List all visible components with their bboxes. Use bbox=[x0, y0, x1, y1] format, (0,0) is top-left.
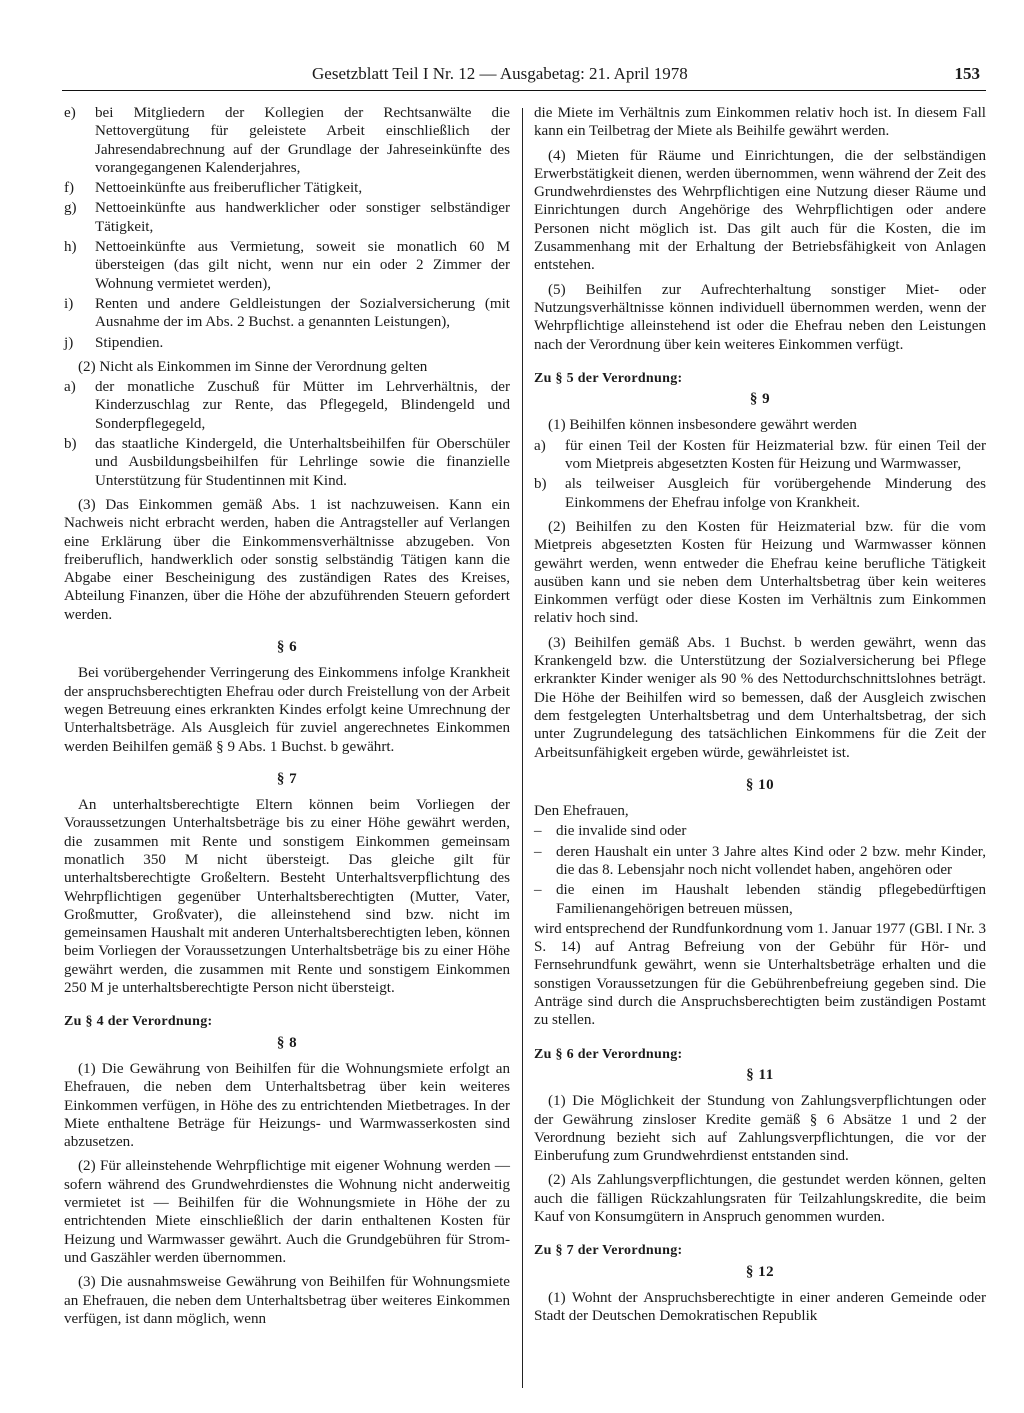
list-item: f) Nettoeinkünfte aus freiberuflicher Tätigkeit, bbox=[64, 180, 363, 197]
list-item: a) für einen Teil der Kosten für Heizmaterial bzw. für einen Teil der vom Mietpreis abgesetzten Kosten für Heizung und Warmwasser, bbox=[534, 437, 986, 473]
section-9-intro: (1) Beihilfen können insbesondere gewährt werden bbox=[548, 417, 857, 434]
section-6-text: Bei vorübergehender Verringerung des Einkommens infolge Krankheit der anspruchsberechtigten Ehefrau oder durch Freistellung von der Arbeit wegen Betreuung eines erkrankten Kindes erfolgt keine Umrechnung der Unterhaltsbeträge. Als Ausgleich für zuviel angerechnetes Einkommen werden Beihilfen gemäß § 9 Abs. 1 Buchst. b gewährt. bbox=[64, 665, 510, 755]
heading-zu-5: Zu § 5 der Verordnung: bbox=[534, 370, 683, 386]
section-11-paragraph-2: (2) Als Zahlungsverpflichtungen, die gestundet werden können, gelten auch die fälligen Rückzahlungsraten für Teilzahlungskredite, die beim Kauf von Konsumgütern in Anspruch genommen wurden. bbox=[534, 1172, 986, 1226]
paragraph-4: (4) Mieten für Räume und Einrichtungen, die der selbständigen Erwerbstätigkeit dienen, werden übernommen, wenn während der Zeit des Grundwehrdienstes des Wehrpflichtigen eine Nutzung dieser Räume und Einrichtungen durch Angehörige des Wehrpflichtigen oder andere Personen nicht möglich ist. Das gilt auch für die Kosten, die im Zusammenhang mit der Erhaltung der Betriebsfähigkeit von Anlagen entstehen. bbox=[534, 147, 986, 274]
header-rule bbox=[62, 90, 986, 91]
page-number: 153 bbox=[954, 64, 980, 83]
paragraph-2-intro: (2) Nicht als Einkommen im Sinne der Verordnung gelten bbox=[78, 358, 428, 375]
column-divider bbox=[522, 108, 523, 1388]
section-10-title: § 10 bbox=[745, 776, 775, 793]
section-9-title: § 9 bbox=[749, 391, 771, 408]
list-item: – die invalide sind oder bbox=[534, 823, 687, 840]
section-8-paragraph-1: (1) Die Gewährung von Beihilfen für die Wohnungsmiete erfolgt an Ehefrauen, die neben dem Unterhaltsbetrag über kein weiteres Einkommen verfügen, in Höhe des zu entrichtenden Mietbetrages. In der Miete enthaltene Beträge für Heizungs- und Warmwasserkosten sind abzusetzen. bbox=[64, 1060, 510, 1151]
list-item: – deren Haushalt ein unter 3 Jahre altes Kind oder 2 bzw. mehr Kinder, die das 8. Lebensjahr noch nicht vollendet haben, angehören oder bbox=[534, 843, 986, 878]
heading-zu-4: Zu § 4 der Verordnung: bbox=[64, 1014, 213, 1030]
list-item: j) Stipendien. bbox=[64, 334, 164, 351]
page-header bbox=[312, 64, 984, 88]
left-column bbox=[64, 104, 510, 1334]
section-12-paragraph-1: (1) Wohnt der Anspruchsberechtigte in einer anderen Gemeinde oder Stadt der Deutschen Demokratischen Republik bbox=[534, 1289, 986, 1325]
section-7-title: § 7 bbox=[276, 770, 298, 787]
section-10-intro: Den Ehefrauen, bbox=[534, 803, 629, 820]
section-11-title: § 11 bbox=[746, 1066, 774, 1083]
list-item: h) Nettoeinkünfte aus Vermietung, soweit sie monatlich 60 M übersteigen (das gilt nicht, wenn nur ein oder 2 Zimmer der Wohnung vermietet werden), bbox=[64, 239, 510, 292]
section-11-paragraph-1: (1) Die Möglichkeit der Stundung von Zahlungsverpflichtungen oder der Gewährung zinsloser Kredite gemäß § 6 Absätze 1 und 2 der Verordnung bezieht sich auf Zahlungsverpflichtungen, die vor der Einberufung zum Grundwehrdienst entstanden sind. bbox=[534, 1093, 986, 1165]
list-item: g) Nettoeinkünfte aus handwerklicher oder sonstiger selbständiger Tätigkeit, bbox=[64, 200, 510, 235]
list-item: – die einen im Haushalt lebenden ständig pflegebedürftigen Familienangehörigen betreuen müssen, bbox=[534, 882, 986, 917]
section-8-paragraph-3: (3) Die ausnahmsweise Gewährung von Beihilfen für Wohnungsmiete an Ehefrauen, die neben dem Unterhaltsbetrag über weiteres Einkommen verfügen, ist dann möglich, wenn bbox=[64, 1274, 510, 1327]
list-item: b) als teilweiser Ausgleich für vorübergehende Minderung des Einkommens der Ehefrau infolge von Krankheit. bbox=[534, 476, 986, 511]
heading-zu-7: Zu § 7 der Verordnung: bbox=[534, 1243, 683, 1259]
paragraph-5: (5) Beihilfen zur Aufrechterhaltung sonstiger Miet- oder Nutzungsverhältnisse können individuell übernommen werden, wenn der Wehrpflichtige alleinstehend ist oder die Ehefrau neben den Leistungen nach der Verordnung über kein weiteres Einkommen verfügt. bbox=[534, 281, 986, 353]
list-item: e) bei Mitgliedern der Kollegien der Rechtsanwälte die Nettovergütung für geleistete Arbeit einschließlich der Jahresendabrechnung auf der Grundlage der Jahreseinkünfte des vorangegangenen Kalenderjahres, bbox=[64, 105, 510, 176]
section-12-title: § 12 bbox=[745, 1263, 775, 1280]
section-10-text: wird entsprechend der Rundfunkordnung vom 1. Januar 1977 (GBl. I Nr. 3 S. 14) auf Antrag Befreiung von der Gebühr für Hör- und Fernsehrundfunk gewährt, wenn sie Unterhaltsbeträge erhalten und die sonstigen Voraussetzungen für die Gebührenbefreiung gegeben sind. Die Anträge sind durch die Anspruchsberechtigten beim zuständigen Postamt zu stellen. bbox=[534, 920, 986, 1029]
paragraph-continuation: die Miete im Verhältnis zum Einkommen relativ hoch ist. In diesem Fall kann ein Teilbetrag der Miete als Beihilfe gewährt werden. bbox=[534, 105, 986, 140]
paragraph-3: (3) Das Einkommen gemäß Abs. 1 ist nachzuweisen. Kann ein Nachweis nicht erbracht werden, haben die Antragsteller auf Verlangen eine Erklärung über die Einkommensverhältnisse abzugeben. Von freiberuflich, handwerklich oder sonstig selbständig Tätigen kann die Abgabe einer Bescheinigung des zuständigen Rates des Kreises, Abteilung Finanzen, über die Höhe der abzuführenden Steuern gefordert werden. bbox=[64, 496, 510, 623]
list-item: a) der monatliche Zuschuß für Mütter im Lehrverhältnis, der Kinderzuschlag zur Rente, das Pflegegeld, Blindengeld und Sonderpflegegeld, bbox=[64, 379, 510, 432]
section-6-title: § 6 bbox=[276, 639, 298, 656]
header-title: Gesetzblatt Teil I Nr. 12 — Ausgabetag: 21. April 1978 bbox=[312, 64, 688, 83]
right-column bbox=[534, 104, 986, 1332]
section-8-paragraph-2: (2) Für alleinstehende Wehrpflichtige mit eigener Wohnung werden — sofern während des Grundwehrdienstes die Wohnung nicht anderweitig vermietet ist — Beihilfen für die Wohnungsmiete in Höhe der zu entrichtenden Miete einschließlich der darin enthaltenen Kosten für Heizung und Warmwasser gewährt. Auch die Grundgebühren für Strom- und Gaszähler werden übernommen. bbox=[64, 1158, 510, 1266]
section-8-title: § 8 bbox=[276, 1034, 298, 1051]
list-item: b) das staatliche Kindergeld, die Unterhaltsbeihilfen für Oberschüler und Ausbildungsbeihilfen für Lehrlinge sowie die finanzielle Unterstützung für Studentinnen mit Kind. bbox=[64, 436, 510, 489]
list-item: i) Renten und andere Geldleistungen der Sozialversicherung (mit Ausnahme der im Abs. 2 Buchst. a genannten Leistungen), bbox=[64, 295, 510, 331]
section-9-paragraph-3: (3) Beihilfen gemäß Abs. 1 Buchst. b werden gewährt, wenn das Krankengeld bzw. die Unterstützung der Sozialversicherung bei Pflege erkrankter Kinder weniger als 90 % des Nettodurchschnittslohnes beträgt. Die Höhe der Beihilfen wird so bemessen, daß der Ausgleich zwischen dem festgelegten Unterhaltsbetrag und dem Unterhaltsbetrag, der sich unter Zugrundelegung des tatsächlichen Einkommens für die Zeit der Arbeitsunfähigkeit ergeben würde, gewährleistet ist. bbox=[534, 634, 986, 761]
section-9-paragraph-2: (2) Beihilfen zu den Kosten für Heizmaterial bzw. für die vom Mietpreis abgesetzten Kosten für Heizung und Warmwasser können gewährt werden, wenn entweder die Ehefrau keine berufliche Tätigkeit ausüben kann und sie neben dem Unterhaltsbetrag über kein weiteres Einkommen verfügt oder diese Kosten im Verhältnis zum Einkommen relativ hoch sind. bbox=[534, 518, 986, 627]
section-7-text: An unterhaltsberechtigte Eltern können beim Vorliegen der Voraussetzungen Unterhaltsbeträge bis zu einer Höhe gewährt werden, die zusammen mit Rente und sonstigem Einkommen gemeinsam monatlich 350 M nicht übersteigt. Das gleiche gilt für unterhaltsberechtigte Großeltern. Besteht Unterhaltsverpflichtung des Wehrpflichtigen gegenüber Unterhaltsberechtigten (Mutter, Vater, Großmutter, Großvater), die alleinstehend sind bzw. nicht im gemeinsamen Haushalt mit anderen Unterhaltsberechtigten leben, können beim Vorliegen der Voraussetzungen Unterhaltsbeträge bis zu einer Höhe gewährt werden, die zusammen mit Rente und sonstigem Einkommen 250 M je unterhaltsberechtigte Person nicht übersteigt. bbox=[64, 797, 510, 997]
heading-zu-6: Zu § 6 der Verordnung: bbox=[534, 1046, 683, 1062]
